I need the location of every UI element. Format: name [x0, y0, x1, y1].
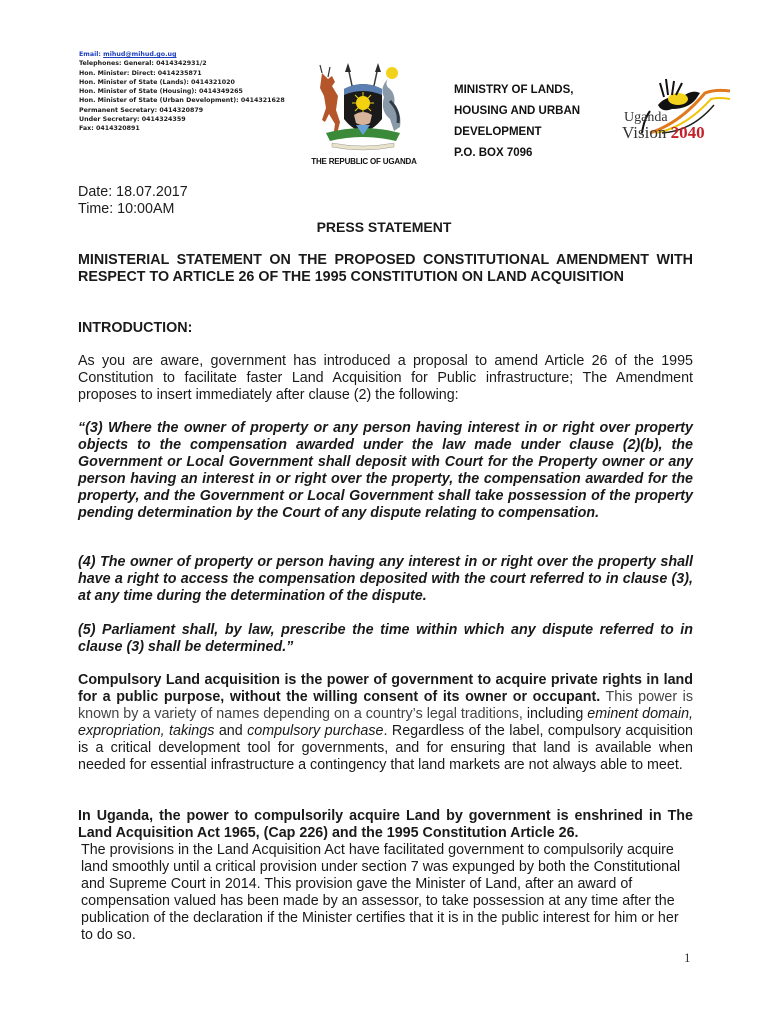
press-statement-heading: PRESS STATEMENT	[316, 219, 452, 235]
introduction-heading: INTRODUCTION:	[78, 320, 193, 336]
contact-line: Hon. Minister of State (Lands): 0414321020	[79, 78, 235, 86]
text-and: and	[218, 723, 243, 739]
email-line	[79, 50, 285, 59]
time-line: Time: 10:00AM	[78, 201, 175, 217]
uganda-coat-of-arms-icon	[308, 63, 418, 155]
compulsory-names-intro: This power is known by a variety of names depending on a country’s legal traditions,	[78, 689, 693, 722]
intro-paragraph: As you are aware, government has introduced a proposal to amend Article 26 of the 1995 Constitution to facilitate faster Land Acquisition for Public infrastructure; The Amendment proposes to insert immediately after clause (2) the following:	[78, 353, 693, 403]
compulsory-definition: Compulsory Land acquisition is the power of government to acquire private rights in land for a public purpose, without the willing consent of its owner or occupant.	[78, 672, 693, 705]
statement-title: MINISTERIAL STATEMENT ON THE PROPOSED CONSTITUTIONAL AMENDMENT WITH RESPECT TO ARTICLE 26 OF THE 1995 CONSTITUTION ON LAND ACQUISITION	[78, 252, 693, 285]
compulsory-acquisition-paragraph	[78, 672, 693, 774]
clause-3-quote: “(3) Where the owner of property or any person having interest in or right over property objects to the compensation awarded under the law made under clause (2)(b), the Government or Local Government shall deposit with Court for the Property owner or any person having an interest in or right over the property, the compensation awarded for the property, and the Government or Local Government shall take possession of the property pending determination by the Court of any dispute relating to compensation.	[78, 420, 693, 521]
ministry-line: P.O. BOX 7096	[454, 147, 533, 159]
land-acquisition-act-text: The provisions in the Land Acquisition Act have facilitated government to compulsorily acquire land smoothly until a critical provision under section 7 was expunged by both the Constitutional and Supreme Court in 2014. This provision gave the Minister of Land, after an award of compensation valued has been made by an assessor, to take possession at any time after the publication of the declaration if the Minister certifies that it is in the public interest for him or her to do so.	[81, 842, 681, 943]
seal-caption: THE REPUBLIC OF UGANDA	[311, 157, 417, 166]
letterhead-contacts	[79, 50, 285, 134]
email-label: Email:	[79, 51, 101, 58]
uganda-vision-2040-logo	[620, 75, 730, 155]
clause-5-quote: (5) Parliament shall, by law, prescribe the time within which any dispute referred to in clause (3) shall be determined.”	[78, 622, 693, 655]
ministry-line: HOUSING AND URBAN	[454, 105, 581, 117]
email-link[interactable]: mihud@mihud.go.ug	[103, 51, 177, 58]
vision-word: Vision	[622, 123, 667, 142]
vision-logo-text	[622, 123, 705, 143]
ministry-line: DEVELOPMENT	[454, 126, 542, 138]
contact-line: Telephones: General: 0414342931/2	[79, 60, 207, 68]
clause-4-quote: (4) The owner of property or person having any interest in or right over the property shall have a right to access the compensation deposited with the court referred to in clause (3), at any time during the determination of the dispute.	[78, 554, 693, 604]
vision-year: 2040	[670, 123, 705, 142]
ministry-address	[454, 80, 580, 164]
contact-line: Hon. Minister of State (Urban Development): 0414321628	[79, 97, 285, 105]
date-time	[78, 184, 188, 218]
page-number: 1	[684, 950, 691, 965]
contact-line: Hon. Minister of State (Housing): 0414349265	[79, 88, 243, 96]
date-line: Date: 18.07.2017	[78, 184, 188, 200]
uganda-legal-basis-bold: In Uganda, the power to compulsorily acquire Land by government is enshrined in The Land Acquisition Act 1965, (Cap 226) and the 1995 Constitution Article 26.	[78, 808, 693, 841]
text-including: including	[526, 706, 584, 722]
contact-line: Hon. Minister: Direct: 0414235871	[79, 69, 202, 77]
vision-logo-uganda: Uganda	[624, 110, 668, 125]
terms-italic-2: compulsory purchase	[247, 723, 384, 739]
contact-line: Fax: 0414320891	[79, 125, 140, 133]
uganda-legal-basis-paragraph	[78, 808, 693, 944]
terms-italic-1: eminent domain, expropriation, takings	[78, 706, 693, 739]
contact-line: Permanent Secretary: 0414320879	[79, 106, 204, 114]
ministry-line: MINISTRY OF LANDS,	[454, 84, 574, 96]
contact-line: Under Secretary: 0414324359	[79, 116, 186, 124]
compulsory-rest: . Regardless of the label, compulsory acquisition is a critical development tool for governments, and for ensuring that land is available when needed for essential infrastructure a contingency that land markets are not always able to meet.	[78, 723, 693, 773]
